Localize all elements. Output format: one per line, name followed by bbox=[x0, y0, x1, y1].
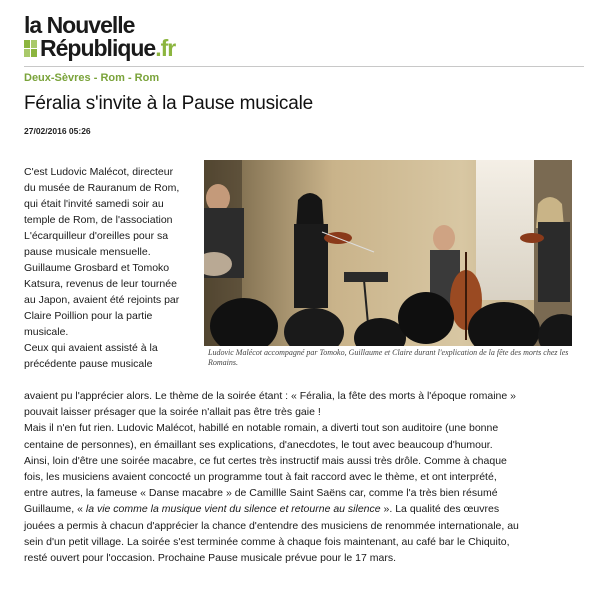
text-line: sein d'un petit village. La soirée s'est terminée comme à chaque fois maintenant, au café bar le Chiquito, bbox=[24, 535, 510, 548]
text-line: pouvait laisser présager que la soirée n'allait pas être très gaie ! bbox=[24, 406, 321, 419]
logo-line-1: la Nouvelle bbox=[24, 12, 135, 38]
text-line: Ceux qui avaient assisté à la bbox=[24, 342, 158, 354]
article-intro-column bbox=[24, 164, 200, 372]
text-line: L'écarquilleur d'oreilles pour sa bbox=[24, 230, 169, 242]
text-line: centaine de personnes), en émaillant ses explications, d'anecdotes, le tout avec beaucoup d'humour. bbox=[24, 438, 493, 451]
logo-dot: . bbox=[155, 35, 161, 61]
text-line: Mais il n'en fut rien. Ludovic Malécot, habillé en notable romain, a diverti tout son auditoire (une bonne bbox=[24, 422, 499, 435]
text-line: Guillaume Grosbard et Tomoko bbox=[24, 262, 170, 274]
logo-mark-icon bbox=[24, 40, 38, 58]
article-title: Féralia s'invite à la Pause musicale bbox=[24, 93, 313, 114]
text-line: du musée de Rauranum de Rom, bbox=[24, 182, 180, 194]
text-line: avaient pu l'apprécier alors. Le thème de la soirée étant : « Féralia, la fête des morts à l'époque romaine » bbox=[24, 390, 516, 402]
header-divider bbox=[24, 66, 584, 67]
quote-prefix: Guillaume, « bbox=[24, 503, 86, 516]
breadcrumb-separator: - bbox=[124, 72, 135, 84]
logo-line-2 bbox=[24, 36, 175, 60]
site-logo[interactable] bbox=[24, 14, 264, 62]
quote-text: la vie comme la musique vient du silence et retourne au silence bbox=[85, 503, 381, 516]
text-line: fois, les musiciens avaient concocté un programme tout à fait raccord avec le thème, et ont interprété, bbox=[24, 471, 497, 484]
text-line: Claire Poillion pour la partie bbox=[24, 310, 153, 322]
text-line: Ainsi, loin d'être une soirée macabre, ce fut certes très instructif mais aussi très drôle. Comme à chaque bbox=[24, 454, 507, 467]
photo-caption: Ludovic Malécot accompagné par Tomoko, Guillaume et Claire durant l'explication de la fête des morts chez les Romains. bbox=[208, 348, 569, 367]
breadcrumb-separator: - bbox=[90, 72, 101, 84]
text-line: jouées a permis à chacun d'apprécier la chance d'entendre des musiciens de renommée internationale, au bbox=[24, 519, 519, 532]
breadcrumb bbox=[24, 72, 159, 84]
text-line: entre autres, la fameuse « Danse macabre » de Camillle Saint Saëns car, comme l'a très bien résumé bbox=[24, 487, 498, 500]
text-line: Katsura, revenus de leur tournée bbox=[24, 278, 177, 290]
text-line: qui était l'invité samedi soir au bbox=[24, 198, 164, 210]
quote-line bbox=[24, 501, 584, 517]
text-line: pause musicale mensuelle. bbox=[24, 246, 151, 258]
breadcrumb-item-town-current[interactable]: Rom bbox=[134, 72, 160, 84]
logo-word: République bbox=[40, 35, 156, 61]
text-line: temple de Rom, de l'association bbox=[24, 214, 173, 226]
breadcrumb-item-region[interactable]: Deux-Sèvres bbox=[24, 72, 91, 84]
text-line: C'est Ludovic Malécot, directeur bbox=[24, 166, 174, 178]
logo-tld: fr bbox=[160, 35, 176, 61]
text-line: précédente pause musicale bbox=[24, 358, 153, 370]
article-date: 27/02/2016 05:26 bbox=[24, 126, 91, 136]
breadcrumb-item-town[interactable]: Rom bbox=[100, 72, 125, 84]
text-line: resté ouvert pour l'occasion. Prochaine Pause musicale prévue pour le 17 mars. bbox=[24, 552, 397, 565]
quote-suffix: ». La qualité des œuvres bbox=[380, 503, 500, 516]
article-body bbox=[24, 388, 584, 566]
article-photo[interactable] bbox=[204, 160, 572, 346]
text-line: musicale. bbox=[24, 326, 69, 338]
concert-photo-image bbox=[204, 160, 572, 346]
text-line: au Japon, avaient été rejoints par bbox=[24, 294, 180, 306]
